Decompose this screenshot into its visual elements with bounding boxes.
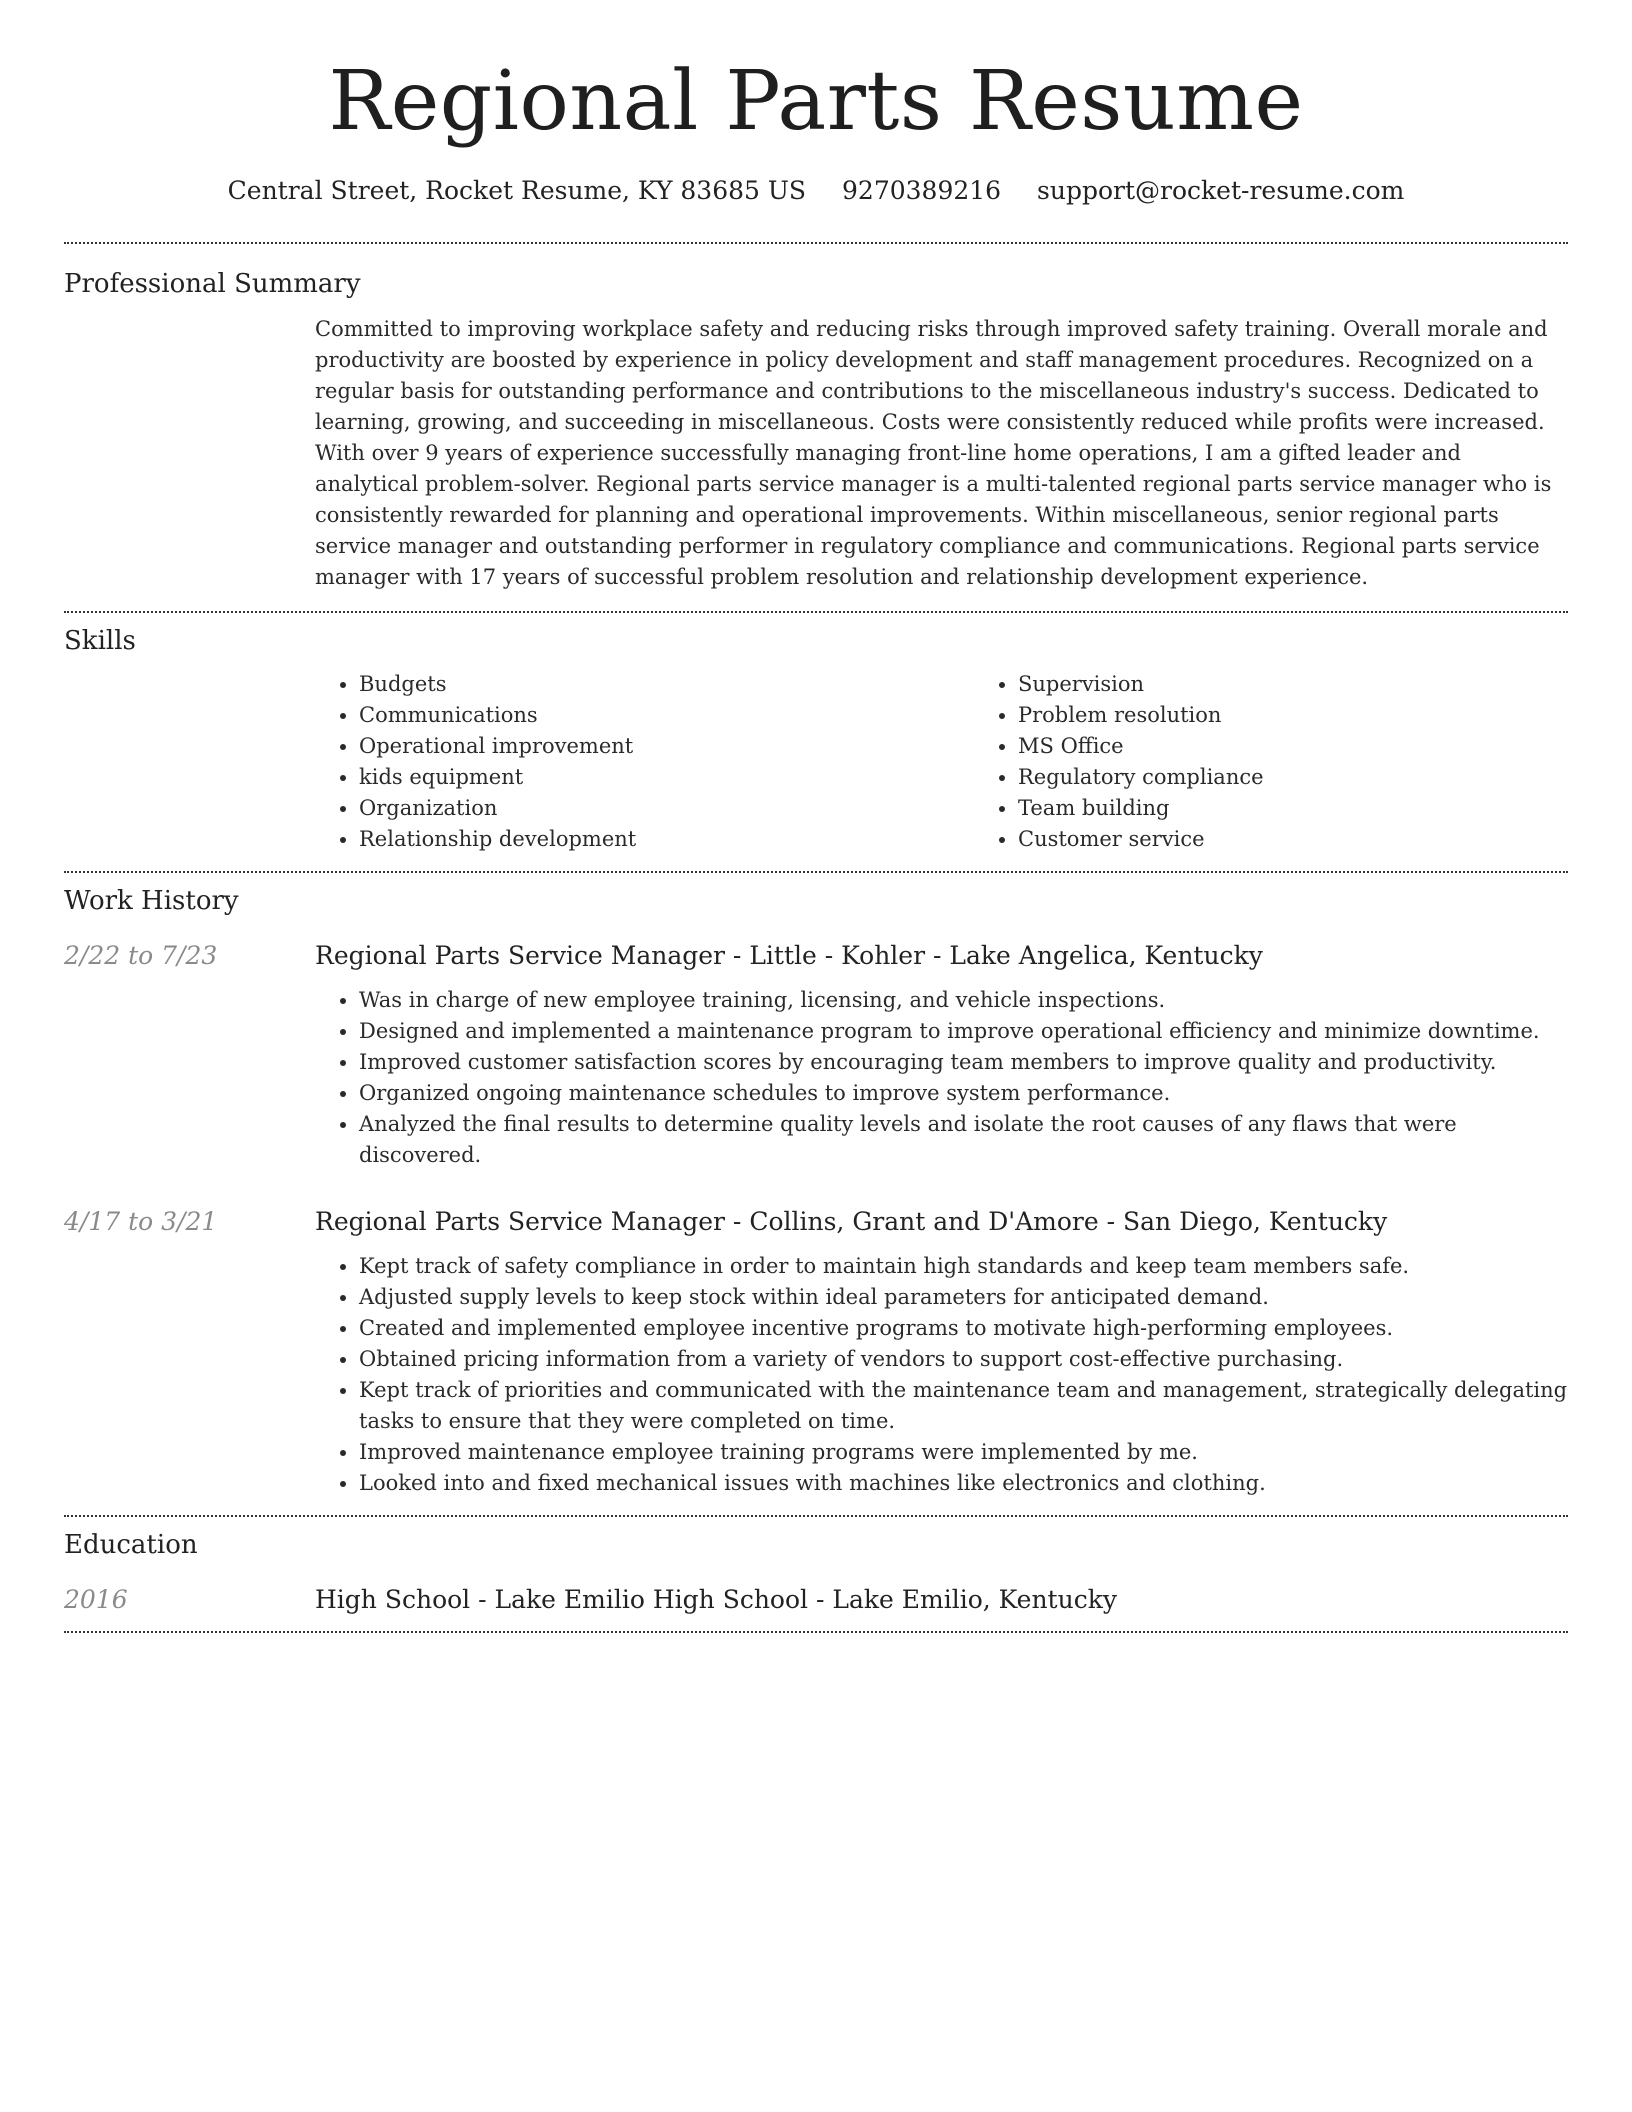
contact-line [64,174,1568,208]
skill-item: • Regulatory compliance [1018,762,1632,793]
skill-item: • MS Office [1018,731,1632,762]
job-bullet: • Looked into and fixed mechanical issues with machines like electronics and clothing. [359,1468,1568,1499]
job-bullet: • Improved maintenance employee training programs were implemented by me. [359,1437,1568,1468]
summary-section [64,244,1568,611]
section-title-work-history: Work History [64,886,239,916]
job-bullet: • Adjusted supply levels to keep stock within ideal parameters for anticipated demand. [359,1282,1568,1313]
resume-name: Regional Parts Resume [328,54,1304,149]
section-title-education: Education [64,1530,198,1560]
section-title-skills: Skills [64,626,136,656]
education-year: 2016 [64,1585,128,1614]
skill-item: • Relationship development [359,824,974,855]
job-bullet: • Obtained pricing information from a variety of vendors to support cost-effective purchasing. [359,1344,1568,1375]
job-dates: 4/17 to 3/21 [64,1207,218,1236]
skills-list-left [315,669,974,855]
skill-item: • Communications [359,700,974,731]
skills-left-spacer [64,669,315,855]
work-history-section [64,873,1568,1515]
job-entry [64,939,1568,1171]
section-title-summary: Professional Summary [64,269,361,299]
skill-item: • Budgets [359,669,974,700]
job-bullet: • Created and implemented employee incentive programs to motivate high-performing employees. [359,1313,1568,1344]
job-dates: 2/22 to 7/23 [64,941,218,970]
skill-item: • kids equipment [359,762,974,793]
skill-item: • Organization [359,793,974,824]
education-entry: High School - Lake Emilio High School - Lake Emilio, Kentucky [315,1585,1117,1614]
job-bullets [315,985,1568,1171]
summary-left-spacer [64,314,315,593]
job-bullet: • Analyzed the final results to determine quality levels and isolate the root causes of any flaws that were discovered. [359,1109,1568,1171]
job-bullet: • Organized ongoing maintenance schedules to improve system performance. [359,1078,1568,1109]
job-title: Regional Parts Service Manager - Collins, Grant and D'Amore - San Diego, Kentucky [315,1207,1388,1236]
skills-list-right [974,669,1632,855]
divider [64,1631,1568,1633]
skills-section [64,613,1568,871]
job-entry [64,1205,1568,1499]
job-title: Regional Parts Service Manager - Little - Kohler - Lake Angelica, Kentucky [315,941,1263,970]
contact-address: Central Street, Rocket Resume, KY 83685 US [227,176,807,205]
summary-text: Committed to improving workplace safety and reducing risks through improved safety training. Overall morale and productivity are boosted by experience in policy development and staff management procedures. Recognized on a regular basis for outstanding performance and contributions to the miscellaneous industry's success. Dedicated to learning, growing, and succeeding in miscellaneous. Costs were consistently reduced while profits were increased. With over 9 years of experience successfully managing front-line home operations, I am a gifted leader and analytical problem-solver. Regional parts service manager is a multi-talented regional parts service manager who is consistently rewarded for planning and operational improvements. Within miscellaneous, senior regional parts service manager and outstanding performer in regulatory compliance and communications. Regional parts service manager with 17 years of successful problem resolution and relationship development experience. [315,317,1552,589]
skill-item: • Problem resolution [1018,700,1632,731]
contact-phone: 9270389216 [842,176,1002,205]
contact-email: support@rocket-resume.com [1037,176,1405,205]
skill-item: • Supervision [1018,669,1632,700]
skill-item: • Team building [1018,793,1632,824]
job-bullet: • Designed and implemented a maintenance program to improve operational efficiency and minimize downtime. [359,1016,1568,1047]
job-bullet: • Improved customer satisfaction scores by encouraging team members to improve quality and productivity. [359,1047,1568,1078]
job-bullet: • Was in charge of new employee training, licensing, and vehicle inspections. [359,985,1568,1016]
job-bullet: • Kept track of safety compliance in order to maintain high standards and keep team members safe. [359,1251,1568,1282]
skill-item: • Customer service [1018,824,1632,855]
education-section [64,1517,1568,1631]
skill-item: • Operational improvement [359,731,974,762]
job-bullet: • Kept track of priorities and communicated with the maintenance team and management, strategically delegating tasks to ensure that they were completed on time. [359,1375,1568,1437]
job-bullets [315,1251,1568,1499]
